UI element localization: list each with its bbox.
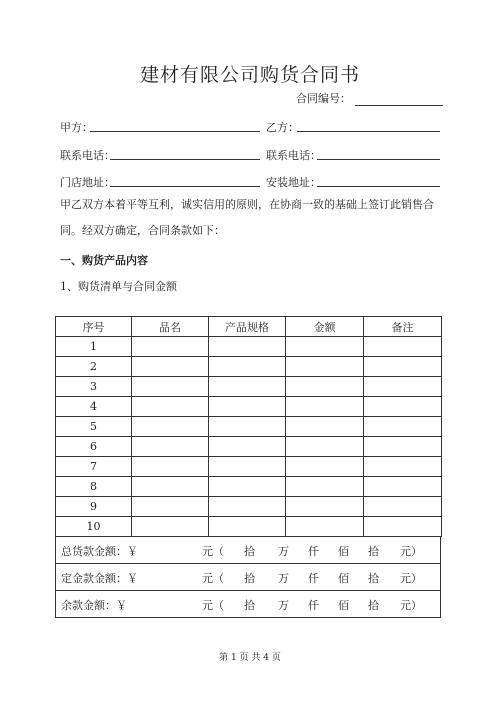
amount-unit: 佰 <box>338 545 349 558</box>
cell-product-name[interactable] <box>132 517 209 537</box>
cell-seq: 8 <box>56 477 132 497</box>
amount-unit: 元） <box>400 545 422 558</box>
amount-unit: 元） <box>400 599 422 612</box>
amount-unit: 仟 <box>308 545 319 558</box>
contract-title: 建材有限公司购货合同书 <box>139 64 360 86</box>
totals-section <box>55 536 441 618</box>
cell-amount[interactable] <box>286 357 364 377</box>
header-remarks: 备注 <box>364 317 442 337</box>
phone-a-label: 联系电话： <box>60 149 115 162</box>
cell-amount[interactable] <box>286 397 364 417</box>
amount-unit: 拾 <box>368 545 379 558</box>
table-row <box>56 437 442 457</box>
cell-spec[interactable] <box>209 437 286 457</box>
cell-remarks[interactable] <box>364 417 442 437</box>
cell-seq: 6 <box>56 437 132 457</box>
cell-spec[interactable] <box>209 457 286 477</box>
table-row <box>56 517 442 537</box>
table-header-row <box>56 317 442 337</box>
amount-unit: 拾 <box>368 572 379 585</box>
cell-spec[interactable] <box>209 497 286 517</box>
section-heading-1: 一、购货产品内容 <box>60 254 148 267</box>
cell-amount[interactable] <box>286 377 364 397</box>
cell-remarks[interactable] <box>364 437 442 457</box>
phone-b-field <box>266 147 321 163</box>
amount-unit: 元（ <box>202 599 224 612</box>
cell-product-name[interactable] <box>132 477 209 497</box>
total-label: 总货款金额：￥ <box>61 545 138 558</box>
cell-remarks[interactable] <box>364 517 442 537</box>
amount-unit: 拾 <box>244 545 255 558</box>
contract-number-blank[interactable] <box>355 93 443 106</box>
contract-number-field <box>296 90 443 106</box>
amount-unit: 万 <box>278 572 289 585</box>
party-a-label: 甲方： <box>60 121 93 134</box>
cell-product-name[interactable] <box>132 417 209 437</box>
table-row <box>56 497 442 517</box>
cell-seq: 2 <box>56 357 132 377</box>
table-row <box>56 357 442 377</box>
total-row[interactable] <box>56 563 440 590</box>
table-row <box>56 477 442 497</box>
header-product-name: 品名 <box>132 317 209 337</box>
install-address-field <box>266 174 321 190</box>
cell-product-name[interactable] <box>132 337 209 357</box>
party-b-field <box>266 119 299 135</box>
cell-seq: 3 <box>56 377 132 397</box>
cell-amount[interactable] <box>286 457 364 477</box>
cell-spec[interactable] <box>209 517 286 537</box>
cell-remarks[interactable] <box>364 457 442 477</box>
amount-unit: 拾 <box>368 599 379 612</box>
phone-b-label: 联系电话： <box>266 149 321 162</box>
cell-spec[interactable] <box>209 417 286 437</box>
amount-unit: 仟 <box>308 599 319 612</box>
cell-remarks[interactable] <box>364 337 442 357</box>
cell-seq: 5 <box>56 417 132 437</box>
cell-spec[interactable] <box>209 337 286 357</box>
cell-amount[interactable] <box>286 517 364 537</box>
contract-number-label: 合同编号： <box>296 92 351 105</box>
table-row <box>56 397 442 417</box>
cell-spec[interactable] <box>209 477 286 497</box>
total-label: 定金款金额：￥ <box>61 572 138 585</box>
cell-product-name[interactable] <box>132 437 209 457</box>
amount-unit: 拾 <box>244 572 255 585</box>
cell-product-name[interactable] <box>132 497 209 517</box>
header-seq: 序号 <box>56 317 132 337</box>
cell-amount[interactable] <box>286 477 364 497</box>
cell-product-name[interactable] <box>132 457 209 477</box>
table-row <box>56 417 442 437</box>
total-row[interactable] <box>56 536 440 563</box>
party-b-label: 乙方： <box>266 121 299 134</box>
amount-unit: 元（ <box>202 572 224 585</box>
amount-unit: 拾 <box>244 599 255 612</box>
table-row <box>56 377 442 397</box>
page-footer: 第 1 页 共 4 页 <box>219 653 281 663</box>
cell-remarks[interactable] <box>364 357 442 377</box>
amount-unit: 佰 <box>338 572 349 585</box>
cell-product-name[interactable] <box>132 357 209 377</box>
cell-seq: 7 <box>56 457 132 477</box>
amount-unit: 万 <box>278 599 289 612</box>
cell-seq: 10 <box>56 517 132 537</box>
cell-remarks[interactable] <box>364 497 442 517</box>
cell-remarks[interactable] <box>364 397 442 417</box>
cell-amount[interactable] <box>286 337 364 357</box>
cell-product-name[interactable] <box>132 397 209 417</box>
purchase-list-table <box>55 316 442 537</box>
cell-seq: 4 <box>56 397 132 417</box>
cell-remarks[interactable] <box>364 477 442 497</box>
cell-spec[interactable] <box>209 377 286 397</box>
cell-seq: 1 <box>56 337 132 357</box>
amount-unit: 万 <box>278 545 289 558</box>
section-subheading-1: 1、购货清单与合同金额 <box>60 280 177 293</box>
cell-amount[interactable] <box>286 497 364 517</box>
header-amount: 金额 <box>286 317 364 337</box>
total-row[interactable] <box>56 590 440 617</box>
table-row <box>56 457 442 477</box>
phone-a-field <box>60 147 115 163</box>
cell-remarks[interactable] <box>364 377 442 397</box>
cell-amount[interactable] <box>286 417 364 437</box>
party-a-field <box>60 119 93 135</box>
cell-product-name[interactable] <box>132 377 209 397</box>
cell-spec[interactable] <box>209 397 286 417</box>
table-row <box>56 337 442 357</box>
amount-unit: 元（ <box>202 545 224 558</box>
install-address-label: 安装地址： <box>266 176 321 189</box>
store-address-field <box>60 174 115 190</box>
intro-paragraph: 甲乙双方本着平等互利，诚实信用的原则，在协商一致的基础上签订此销售合同。经双方确定，合同条款如下： <box>60 198 434 237</box>
amount-unit: 佰 <box>338 599 349 612</box>
amount-unit: 元） <box>400 572 422 585</box>
cell-seq: 9 <box>56 497 132 517</box>
store-address-label: 门店地址： <box>60 176 115 189</box>
total-label: 余款金额：￥ <box>61 599 127 612</box>
header-spec: 产品规格 <box>209 317 286 337</box>
cell-spec[interactable] <box>209 357 286 377</box>
cell-amount[interactable] <box>286 437 364 457</box>
amount-unit: 仟 <box>308 572 319 585</box>
